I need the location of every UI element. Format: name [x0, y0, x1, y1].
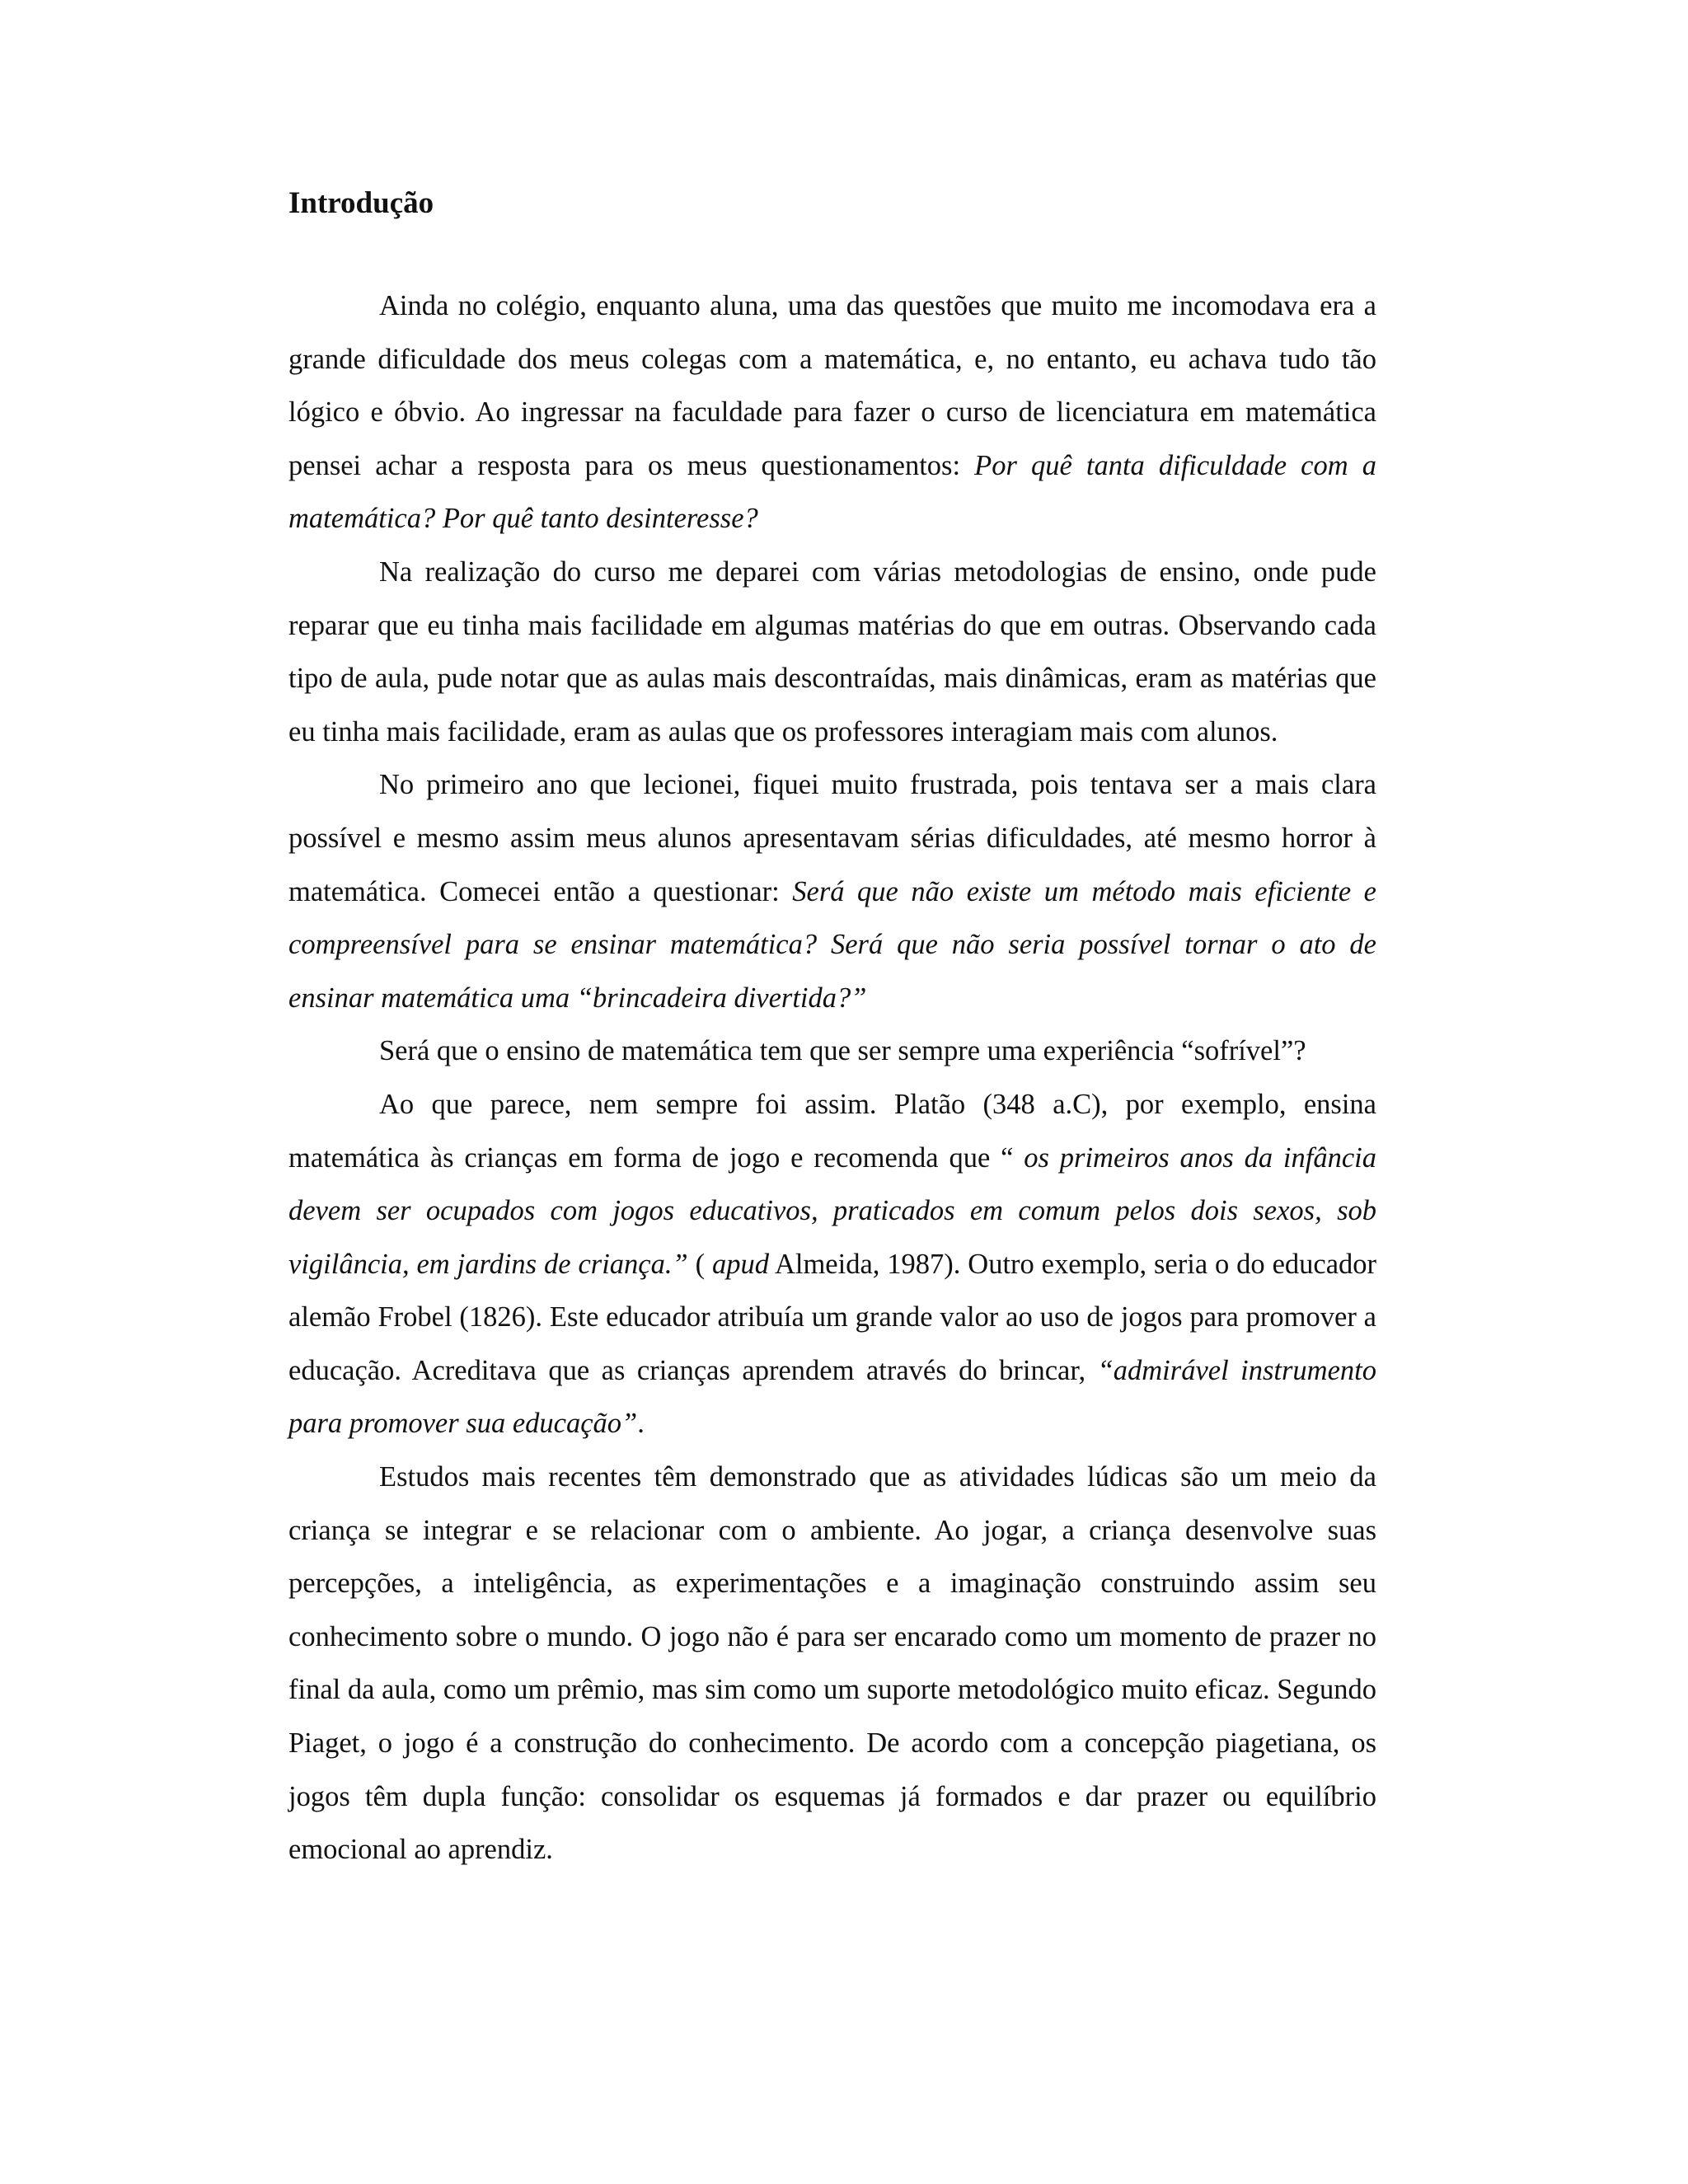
paragraph-5-apud: apud: [711, 1248, 769, 1280]
paragraph-1-text: Ainda no colégio, enquanto aluna, uma das questões que muito me incomodava era a grande dificuldade dos meus colegas com a matemática, e, no entanto, eu achava tudo tão lógico e óbvio. Ao ingressar na faculdade para fazer o curso de licenciatura em matemática pensei achar a resposta para os meus questionamentos:: [288, 290, 1376, 481]
paragraph-1: [288, 279, 1376, 546]
section-heading: Introdução: [288, 186, 434, 220]
document-body: [288, 177, 1376, 1877]
paragraph-5-quote-platao: os primeiros anos da infância devem ser ocupados com jogos educativos, praticados em comum pelos dois sexos, sob vigilância, em jardins de criança.”: [288, 1141, 1376, 1280]
paragraph-5: [288, 1078, 1376, 1451]
paragraph-5-text-c: (: [687, 1248, 712, 1280]
paragraph-2: Na realização do curso me deparei com várias metodologias de ensino, onde pude reparar que eu tinha mais facilidade em algumas matérias do que em outras. Observando cada tipo de aula, pude notar que as aulas mais descontraídas, mais dinâmicas, eram as matérias que eu tinha mais facilidade, eram as aulas que os professores interagiam mais com alunos.: [288, 555, 1376, 748]
paragraph-5-text-g: .: [637, 1408, 645, 1440]
paragraph-3-text: No primeiro ano que lecionei, fiquei muito frustrada, pois tentava ser a mais clara possível e mesmo assim meus alunos apresentavam sérias dificuldades, até mesmo horror à matemática. Comecei então a questionar:: [288, 769, 1376, 907]
paragraph-4: Será que o ensino de matemática tem que ser sempre uma experiência “sofrível”?: [379, 1035, 1306, 1067]
paragraph-5-text-a: Ao que parece, nem sempre foi assim. Platão (348 a.C), por exemplo, ensina matemática às crianças em forma de jogo e recomenda que “: [288, 1088, 1376, 1174]
paragraph-6: Estudos mais recentes têm demonstrado que as atividades lúdicas são um meio da criança se integrar e se relacionar com o ambiente. Ao jogar, a criança desenvolve suas percepções, a inteligência, as experimentações e a imaginação construindo assim seu conhecimento sobre o mundo. O jogo não é para ser encarado como um momento de prazer no final da aula, como um prêmio, mas sim como um suporte metodológico muito eficaz. Segundo Piaget, o jogo é a construção do conhecimento. De acordo com a concepção piagetiana, os jogos têm dupla função: consolidar os esquemas já formados e dar prazer ou equilíbrio emocional ao aprendiz.: [288, 1461, 1376, 1866]
paragraph-3: [288, 758, 1376, 1024]
paragraph-5-quote-frobel: “admirável instrumento para promover sua educação”: [288, 1354, 1376, 1440]
paragraph-1-italic-question: Por quê tanta dificuldade com a matemática? Por quê tanto desinteresse?: [288, 449, 1376, 535]
paragraph-5-text-e: Almeida, 1987). Outro exemplo, seria o do educador alemão Frobel (1826). Este educador atribuía um grande valor ao uso de jogos para promover a educação. Acreditava que as crianças aprendem através do brincar,: [288, 1248, 1376, 1386]
paragraph-3-italic-question: Será que não existe um método mais eficiente e compreensível para se ensinar matemática? Será que não seria possível tornar o ato de ensinar matemática uma “brincadeira divertida?”: [288, 875, 1376, 1014]
